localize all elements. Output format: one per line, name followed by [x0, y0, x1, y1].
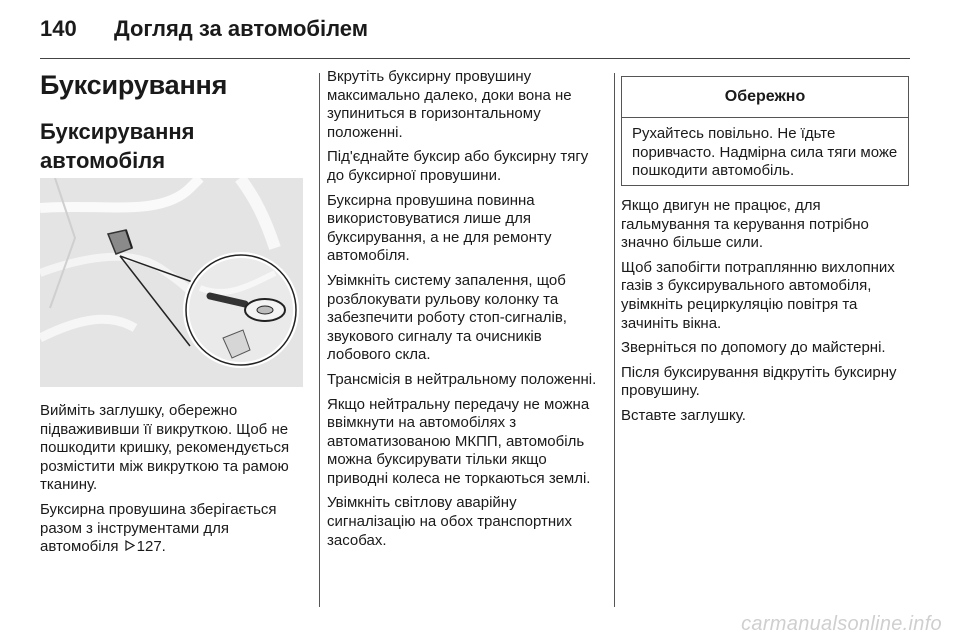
column-divider — [614, 73, 615, 607]
paragraph: Якщо двигун не працює, для гальмування та керування потрібно значно більше сили. — [621, 197, 869, 252]
running-title: Догляд за автомобілем — [114, 16, 369, 41]
paragraph — [40, 501, 302, 557]
paragraph: Зверніться по допомогу до майстерні. — [621, 339, 886, 357]
watermark: carmanualsonline.info — [741, 613, 942, 635]
paragraph: Щоб запобігти потраплянню вихлопних газів з буксирувального автомобіля, увімкніть рециркуляцію повітря та зачиніть вікна. — [621, 258, 895, 332]
paragraph: Увімкніть систему запалення, щоб розблокувати рульову колонку та забезпечити роботу стоп-сигналів, звукового сигналу та очисників лобового скла. — [327, 271, 567, 364]
paragraph: Вкрутіть буксирну провушину максимально далеко, доки вона не зупиниться в горизонтальному положенні. — [327, 68, 572, 141]
page-number: 140 — [40, 16, 77, 41]
caution-box — [621, 76, 909, 186]
paragraph-text: Буксирна провушина зберігається разом з інструментами для автомобіля — [40, 500, 277, 556]
page-reference[interactable]: 127. — [136, 538, 166, 556]
page-reference-arrow-icon — [125, 538, 135, 557]
paragraph: Буксирна провушина повинна використовуватися лише для буксирування, а не для ремонту автомобіля. — [327, 191, 552, 265]
paragraph: Якщо нейтральну передачу не можна ввімкнути на автомобілях з автоматизованою МКПП, автомобіль можна буксирувати тільки якщо приводні колеса не торкаються землі. — [327, 395, 591, 487]
illustration-svg — [40, 178, 303, 387]
header-rule — [40, 58, 910, 59]
section-title: Буксирування — [40, 70, 228, 100]
caution-text: Рухайтесь повільно. Не їдьте поривчасто. Надмірна сила тяги може пошкодити автомобіль. — [632, 125, 898, 180]
right-column — [621, 197, 911, 432]
column-divider — [319, 73, 320, 607]
paragraph: Під'єднайте буксир або буксирну тягу до буксирної провушини. — [327, 148, 589, 184]
caution-title: Обережно — [622, 77, 908, 118]
middle-column — [327, 68, 607, 556]
paragraph: Трансмісія в нейтральному положенні. — [327, 370, 597, 388]
tow-eye-illustration — [40, 178, 303, 387]
left-column — [40, 402, 302, 563]
paragraph: Вийміть заглушку, обережно підважививши її викруткою. Щоб не пошкодити кришку, рекомендується розмістити між викруткою та рамою тканину. — [40, 402, 290, 494]
subsection-title: Буксирування автомобіля — [40, 119, 195, 173]
paragraph: Вставте заглушку. — [621, 406, 746, 424]
paragraph: Після буксирування відкрутіть буксирну провушину. — [621, 363, 897, 400]
paragraph: Увімкніть світлову аварійну сигналізацію на обох транспортних засобах. — [327, 494, 573, 549]
